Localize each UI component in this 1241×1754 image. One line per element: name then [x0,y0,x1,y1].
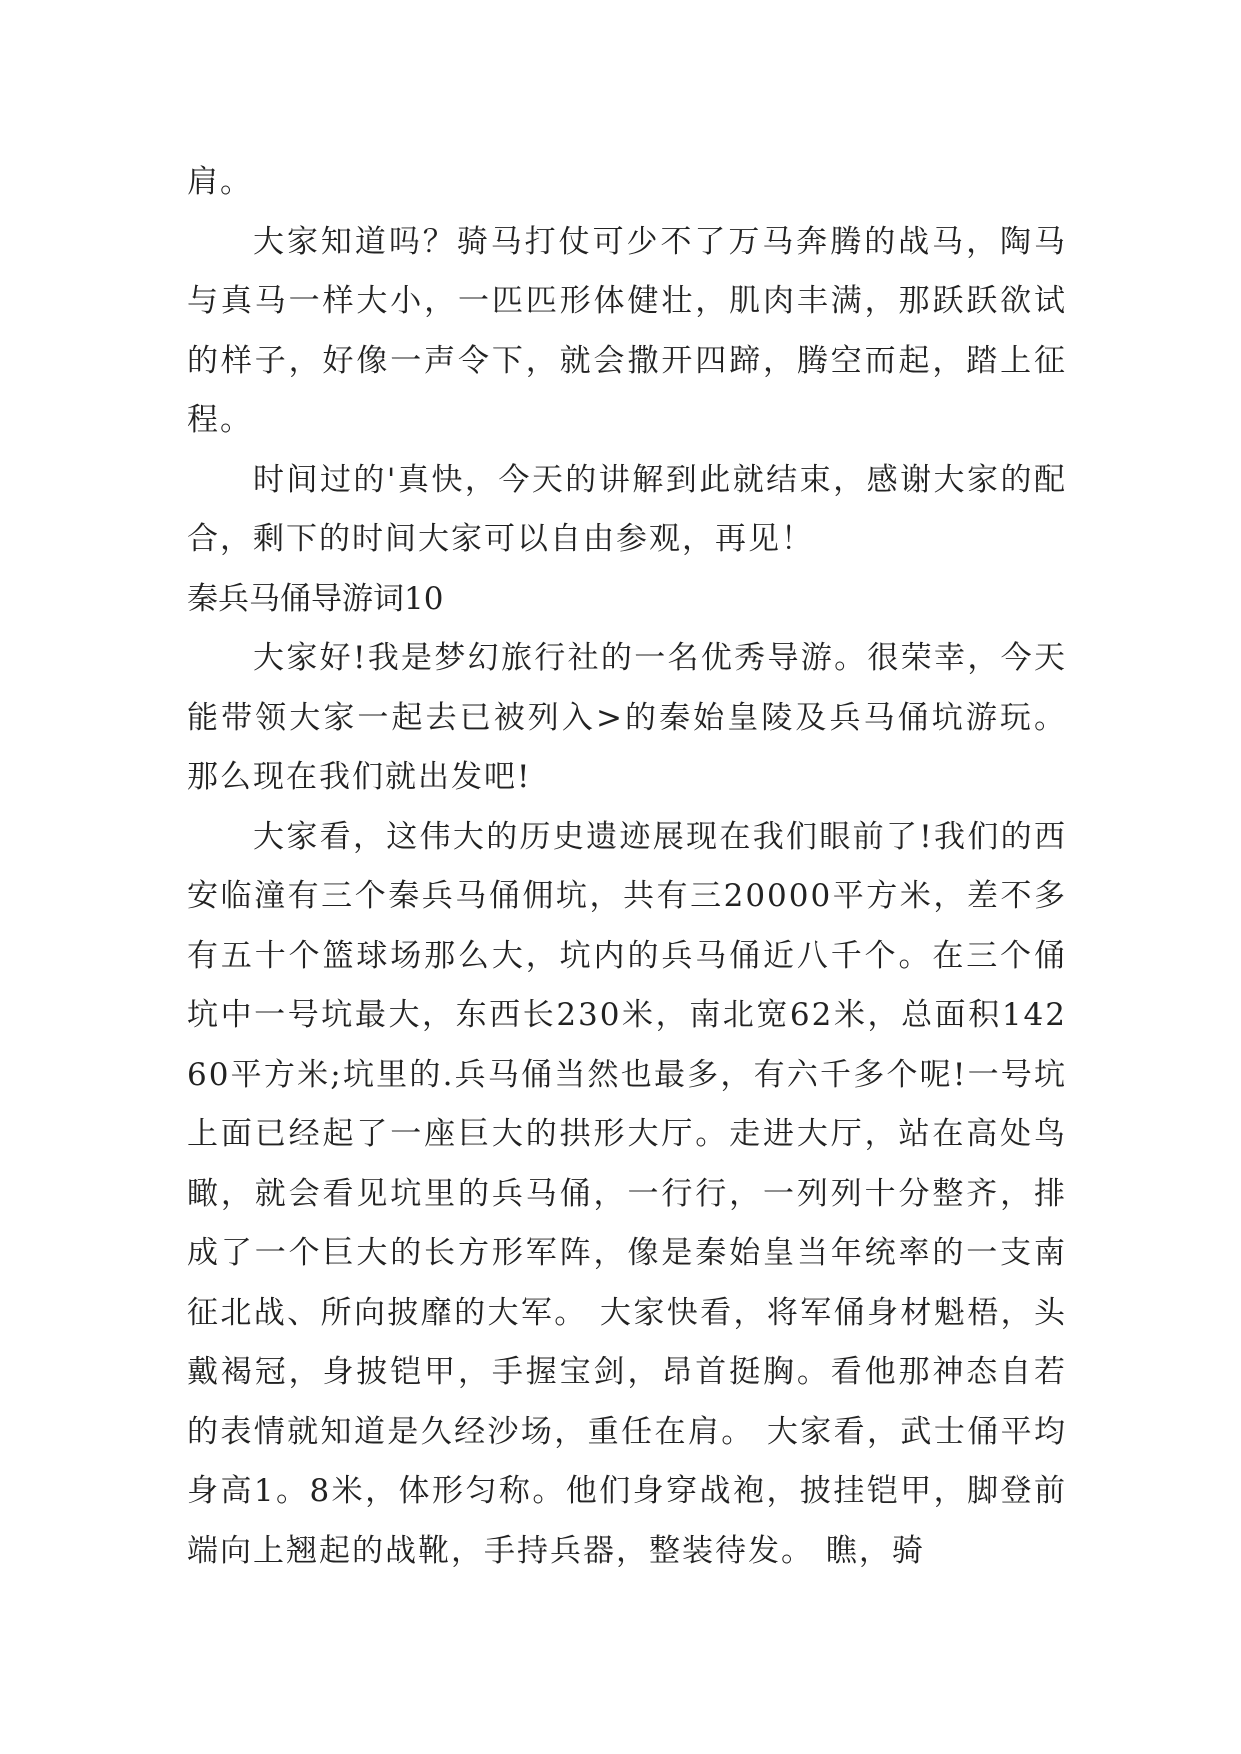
section-heading: 秦兵马俑导游词10 [187,580,444,617]
paragraph: 大家看，这伟大的历史遗迹展现在我们眼前了!我们的西安临潼有三个秦兵马俑佣坑，共有三20000平方米，差不多有五十个篮球场那么大，坑内的兵马俑近八千个。在三个俑坑中一号坑最大，东西长230米，南北宽62米，总面积14260平方米;坑里的.兵马俑当然也最多，有六千多个呢!一号坑上面已经起了一座巨大的拱形大厅。走进大厅，站在高处鸟瞰，就会看见坑里的兵马俑，一行行，一列列十分整齐，排成了一个巨大的长方形军阵，像是秦始皇当年统率的一支南征北战、所向披靡的大军。 大家快看，将军俑身材魁梧，头戴褐冠，身披铠甲，手握宝剑，昂首挺胸。看他那神态自若的表情就知道是久经沙场，重任在肩。 大家看，武士俑平均身高1。8米，体形匀称。他们身穿战袍，披挂铠甲，脚登前端向上翘起的战靴，手持兵器，整装待发。 瞧，骑 [187,818,1067,1569]
paragraph: 大家好!我是梦幻旅行社的一名优秀导游。很荣幸，今天能带领大家一起去已被列入>的秦始皇陵及兵马俑坑游玩。那么现在我们就出发吧! [187,640,1067,795]
document-body [187,153,1067,1581]
paragraph: 大家知道吗？骑马打仗可少不了万马奔腾的战马，陶马与真马一样大小，一匹匹形体健壮，肌肉丰满，那跃跃欲试的样子，好像一声令下，就会撒开四蹄，腾空而起，踏上征程。 [187,223,1067,438]
paragraph: 肩。 [187,164,253,200]
paragraph: 时间过的'真快，今天的讲解到此就结束，感谢大家的配合，剩下的时间大家可以自由参观，再见！ [187,461,1067,557]
